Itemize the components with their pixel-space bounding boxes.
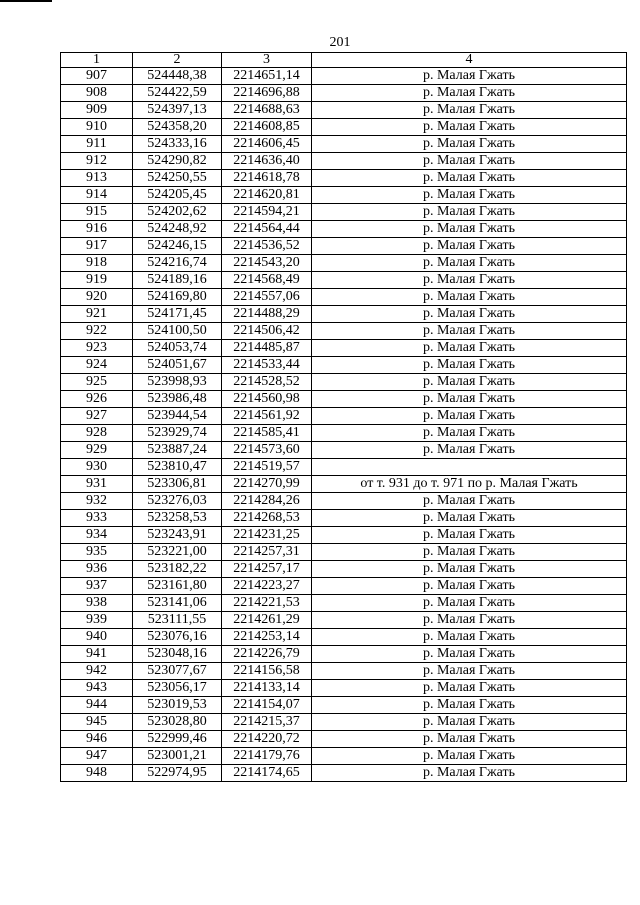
x-coordinate-cell: 524422,59 [133, 85, 222, 102]
table-row [61, 493, 627, 510]
table-row [61, 119, 627, 136]
x-coordinate-cell: 524246,15 [133, 238, 222, 255]
y-coordinate-cell: 2214528,52 [222, 374, 312, 391]
point-number-cell: 938 [61, 595, 133, 612]
point-number-cell: 931 [61, 476, 133, 493]
x-coordinate-cell: 523998,93 [133, 374, 222, 391]
top-rule [0, 0, 52, 2]
table-row [61, 204, 627, 221]
x-coordinate-cell: 523182,22 [133, 561, 222, 578]
point-number-cell: 915 [61, 204, 133, 221]
description-cell: р. Малая Гжать [312, 238, 627, 255]
column-header-point: 1 [61, 53, 133, 68]
y-coordinate-cell: 2214133,14 [222, 680, 312, 697]
point-number-cell: 922 [61, 323, 133, 340]
x-coordinate-cell: 522974,95 [133, 765, 222, 782]
y-coordinate-cell: 2214561,92 [222, 408, 312, 425]
table-row [61, 442, 627, 459]
x-coordinate-cell: 523306,81 [133, 476, 222, 493]
table-row [61, 136, 627, 153]
table-row [61, 153, 627, 170]
x-coordinate-cell: 523111,55 [133, 612, 222, 629]
description-cell: р. Малая Гжать [312, 153, 627, 170]
x-coordinate-cell: 523887,24 [133, 442, 222, 459]
description-cell: р. Малая Гжать [312, 442, 627, 459]
point-number-cell: 947 [61, 748, 133, 765]
description-cell: р. Малая Гжать [312, 765, 627, 782]
description-cell: р. Малая Гжать [312, 136, 627, 153]
point-number-cell: 907 [61, 68, 133, 85]
x-coordinate-cell: 524250,55 [133, 170, 222, 187]
y-coordinate-cell: 2214636,40 [222, 153, 312, 170]
point-number-cell: 914 [61, 187, 133, 204]
description-cell: р. Малая Гжать [312, 561, 627, 578]
description-cell: р. Малая Гжать [312, 357, 627, 374]
y-coordinate-cell: 2214156,58 [222, 663, 312, 680]
point-number-cell: 927 [61, 408, 133, 425]
description-cell: р. Малая Гжать [312, 646, 627, 663]
description-cell: р. Малая Гжать [312, 493, 627, 510]
point-number-cell: 912 [61, 153, 133, 170]
description-cell: р. Малая Гжать [312, 714, 627, 731]
column-header-description: 4 [312, 53, 627, 68]
x-coordinate-cell: 523944,54 [133, 408, 222, 425]
y-coordinate-cell: 2214257,31 [222, 544, 312, 561]
table-row [61, 697, 627, 714]
y-coordinate-cell: 2214618,78 [222, 170, 312, 187]
y-coordinate-cell: 2214519,57 [222, 459, 312, 476]
y-coordinate-cell: 2214220,72 [222, 731, 312, 748]
y-coordinate-cell: 2214270,99 [222, 476, 312, 493]
table-row [61, 238, 627, 255]
point-number-cell: 918 [61, 255, 133, 272]
table-row [61, 663, 627, 680]
y-coordinate-cell: 2214231,25 [222, 527, 312, 544]
y-coordinate-cell: 2214268,53 [222, 510, 312, 527]
point-number-cell: 909 [61, 102, 133, 119]
description-cell: р. Малая Гжать [312, 102, 627, 119]
description-cell: р. Малая Гжать [312, 391, 627, 408]
description-cell: р. Малая Гжать [312, 510, 627, 527]
table-row [61, 612, 627, 629]
table-row [61, 595, 627, 612]
x-coordinate-cell: 523161,80 [133, 578, 222, 595]
y-coordinate-cell: 2214564,44 [222, 221, 312, 238]
x-coordinate-cell: 524171,45 [133, 306, 222, 323]
description-cell: р. Малая Гжать [312, 629, 627, 646]
point-number-cell: 946 [61, 731, 133, 748]
y-coordinate-cell: 2214253,14 [222, 629, 312, 646]
page-number: 201 [329, 35, 351, 50]
y-coordinate-cell: 2214261,29 [222, 612, 312, 629]
coordinates-table [60, 52, 627, 782]
description-cell: р. Малая Гжать [312, 527, 627, 544]
point-number-cell: 908 [61, 85, 133, 102]
x-coordinate-cell: 524397,13 [133, 102, 222, 119]
table-row [61, 102, 627, 119]
point-number-cell: 929 [61, 442, 133, 459]
point-number-cell: 945 [61, 714, 133, 731]
table-row [61, 544, 627, 561]
y-coordinate-cell: 2214696,88 [222, 85, 312, 102]
point-number-cell: 943 [61, 680, 133, 697]
header-row [61, 53, 627, 68]
table-row [61, 272, 627, 289]
point-number-cell: 924 [61, 357, 133, 374]
table-row [61, 629, 627, 646]
y-coordinate-cell: 2214284,26 [222, 493, 312, 510]
point-number-cell: 942 [61, 663, 133, 680]
description-cell: р. Малая Гжать [312, 85, 627, 102]
y-coordinate-cell: 2214485,87 [222, 340, 312, 357]
x-coordinate-cell: 523077,67 [133, 663, 222, 680]
description-cell: р. Малая Гжать [312, 68, 627, 85]
y-coordinate-cell: 2214154,07 [222, 697, 312, 714]
y-coordinate-cell: 2214226,79 [222, 646, 312, 663]
y-coordinate-cell: 2214223,27 [222, 578, 312, 595]
description-cell: р. Малая Гжать [312, 731, 627, 748]
point-number-cell: 939 [61, 612, 133, 629]
table-row [61, 425, 627, 442]
description-cell: р. Малая Гжать [312, 425, 627, 442]
table-row [61, 459, 627, 476]
y-coordinate-cell: 2214179,76 [222, 748, 312, 765]
description-cell: р. Малая Гжать [312, 272, 627, 289]
x-coordinate-cell: 524051,67 [133, 357, 222, 374]
table-row [61, 306, 627, 323]
point-number-cell: 937 [61, 578, 133, 595]
table-row [61, 221, 627, 238]
table-row [61, 374, 627, 391]
x-coordinate-cell: 523258,53 [133, 510, 222, 527]
table-row [61, 170, 627, 187]
x-coordinate-cell: 524189,16 [133, 272, 222, 289]
x-coordinate-cell: 523141,06 [133, 595, 222, 612]
y-coordinate-cell: 2214221,53 [222, 595, 312, 612]
point-number-cell: 934 [61, 527, 133, 544]
x-coordinate-cell: 523001,21 [133, 748, 222, 765]
x-coordinate-cell: 523056,17 [133, 680, 222, 697]
y-coordinate-cell: 2214488,29 [222, 306, 312, 323]
column-header-y: 3 [222, 53, 312, 68]
point-number-cell: 930 [61, 459, 133, 476]
y-coordinate-cell: 2214651,14 [222, 68, 312, 85]
description-cell: р. Малая Гжать [312, 663, 627, 680]
table-row [61, 340, 627, 357]
description-cell: р. Малая Гжать [312, 697, 627, 714]
point-number-cell: 916 [61, 221, 133, 238]
point-number-cell: 948 [61, 765, 133, 782]
x-coordinate-cell: 524358,20 [133, 119, 222, 136]
point-number-cell: 920 [61, 289, 133, 306]
y-coordinate-cell: 2214536,52 [222, 238, 312, 255]
y-coordinate-cell: 2214560,98 [222, 391, 312, 408]
table-row [61, 476, 627, 493]
x-coordinate-cell: 523019,53 [133, 697, 222, 714]
x-coordinate-cell: 523243,91 [133, 527, 222, 544]
y-coordinate-cell: 2214257,17 [222, 561, 312, 578]
column-header-x: 2 [133, 53, 222, 68]
point-number-cell: 917 [61, 238, 133, 255]
table-row [61, 68, 627, 85]
table-row [61, 765, 627, 782]
table-row [61, 748, 627, 765]
x-coordinate-cell: 524333,16 [133, 136, 222, 153]
description-cell: р. Малая Гжать [312, 255, 627, 272]
point-number-cell: 911 [61, 136, 133, 153]
x-coordinate-cell: 523076,16 [133, 629, 222, 646]
description-cell: р. Малая Гжать [312, 408, 627, 425]
y-coordinate-cell: 2214608,85 [222, 119, 312, 136]
description-cell: р. Малая Гжать [312, 323, 627, 340]
description-cell: р. Малая Гжать [312, 170, 627, 187]
point-number-cell: 933 [61, 510, 133, 527]
x-coordinate-cell: 524205,45 [133, 187, 222, 204]
description-cell: р. Малая Гжать [312, 578, 627, 595]
point-number-cell: 928 [61, 425, 133, 442]
x-coordinate-cell: 523276,03 [133, 493, 222, 510]
description-cell: р. Малая Гжать [312, 306, 627, 323]
point-number-cell: 932 [61, 493, 133, 510]
x-coordinate-cell: 523048,16 [133, 646, 222, 663]
description-cell: р. Малая Гжать [312, 204, 627, 221]
description-cell: р. Малая Гжать [312, 748, 627, 765]
description-cell: р. Малая Гжать [312, 340, 627, 357]
table-row [61, 408, 627, 425]
table-row [61, 357, 627, 374]
point-number-cell: 925 [61, 374, 133, 391]
table-row [61, 391, 627, 408]
description-cell: р. Малая Гжать [312, 680, 627, 697]
point-number-cell: 926 [61, 391, 133, 408]
description-cell: р. Малая Гжать [312, 612, 627, 629]
y-coordinate-cell: 2214215,37 [222, 714, 312, 731]
table-row [61, 187, 627, 204]
table-row [61, 510, 627, 527]
x-coordinate-cell: 524202,62 [133, 204, 222, 221]
x-coordinate-cell: 523221,00 [133, 544, 222, 561]
x-coordinate-cell: 524290,82 [133, 153, 222, 170]
description-cell: р. Малая Гжать [312, 595, 627, 612]
x-coordinate-cell: 523929,74 [133, 425, 222, 442]
table-row [61, 255, 627, 272]
description-cell: р. Малая Гжать [312, 289, 627, 306]
point-number-cell: 936 [61, 561, 133, 578]
description-cell: р. Малая Гжать [312, 544, 627, 561]
point-number-cell: 944 [61, 697, 133, 714]
x-coordinate-cell: 523986,48 [133, 391, 222, 408]
point-number-cell: 935 [61, 544, 133, 561]
y-coordinate-cell: 2214568,49 [222, 272, 312, 289]
description-cell: р. Малая Гжать [312, 187, 627, 204]
x-coordinate-cell: 523028,80 [133, 714, 222, 731]
x-coordinate-cell: 522999,46 [133, 731, 222, 748]
point-number-cell: 940 [61, 629, 133, 646]
point-number-cell: 910 [61, 119, 133, 136]
point-number-cell: 913 [61, 170, 133, 187]
table-row [61, 731, 627, 748]
table-row [61, 289, 627, 306]
table-row [61, 323, 627, 340]
description-cell: от т. 931 до т. 971 по р. Малая Гжать [312, 476, 627, 493]
point-number-cell: 923 [61, 340, 133, 357]
description-cell: р. Малая Гжать [312, 119, 627, 136]
point-number-cell: 921 [61, 306, 133, 323]
y-coordinate-cell: 2214585,41 [222, 425, 312, 442]
description-cell [312, 459, 627, 476]
x-coordinate-cell: 524169,80 [133, 289, 222, 306]
table-row [61, 680, 627, 697]
table-row [61, 578, 627, 595]
table-row [61, 85, 627, 102]
x-coordinate-cell: 524248,92 [133, 221, 222, 238]
y-coordinate-cell: 2214688,63 [222, 102, 312, 119]
y-coordinate-cell: 2214557,06 [222, 289, 312, 306]
x-coordinate-cell: 524448,38 [133, 68, 222, 85]
table-row [61, 714, 627, 731]
x-coordinate-cell: 523810,47 [133, 459, 222, 476]
y-coordinate-cell: 2214543,20 [222, 255, 312, 272]
y-coordinate-cell: 2214594,21 [222, 204, 312, 221]
y-coordinate-cell: 2214606,45 [222, 136, 312, 153]
x-coordinate-cell: 524053,74 [133, 340, 222, 357]
y-coordinate-cell: 2214533,44 [222, 357, 312, 374]
x-coordinate-cell: 524100,50 [133, 323, 222, 340]
y-coordinate-cell: 2214506,42 [222, 323, 312, 340]
y-coordinate-cell: 2214620,81 [222, 187, 312, 204]
point-number-cell: 919 [61, 272, 133, 289]
x-coordinate-cell: 524216,74 [133, 255, 222, 272]
description-cell: р. Малая Гжать [312, 374, 627, 391]
table-row [61, 646, 627, 663]
table-row [61, 561, 627, 578]
point-number-cell: 941 [61, 646, 133, 663]
y-coordinate-cell: 2214174,65 [222, 765, 312, 782]
y-coordinate-cell: 2214573,60 [222, 442, 312, 459]
table-row [61, 527, 627, 544]
description-cell: р. Малая Гжать [312, 221, 627, 238]
